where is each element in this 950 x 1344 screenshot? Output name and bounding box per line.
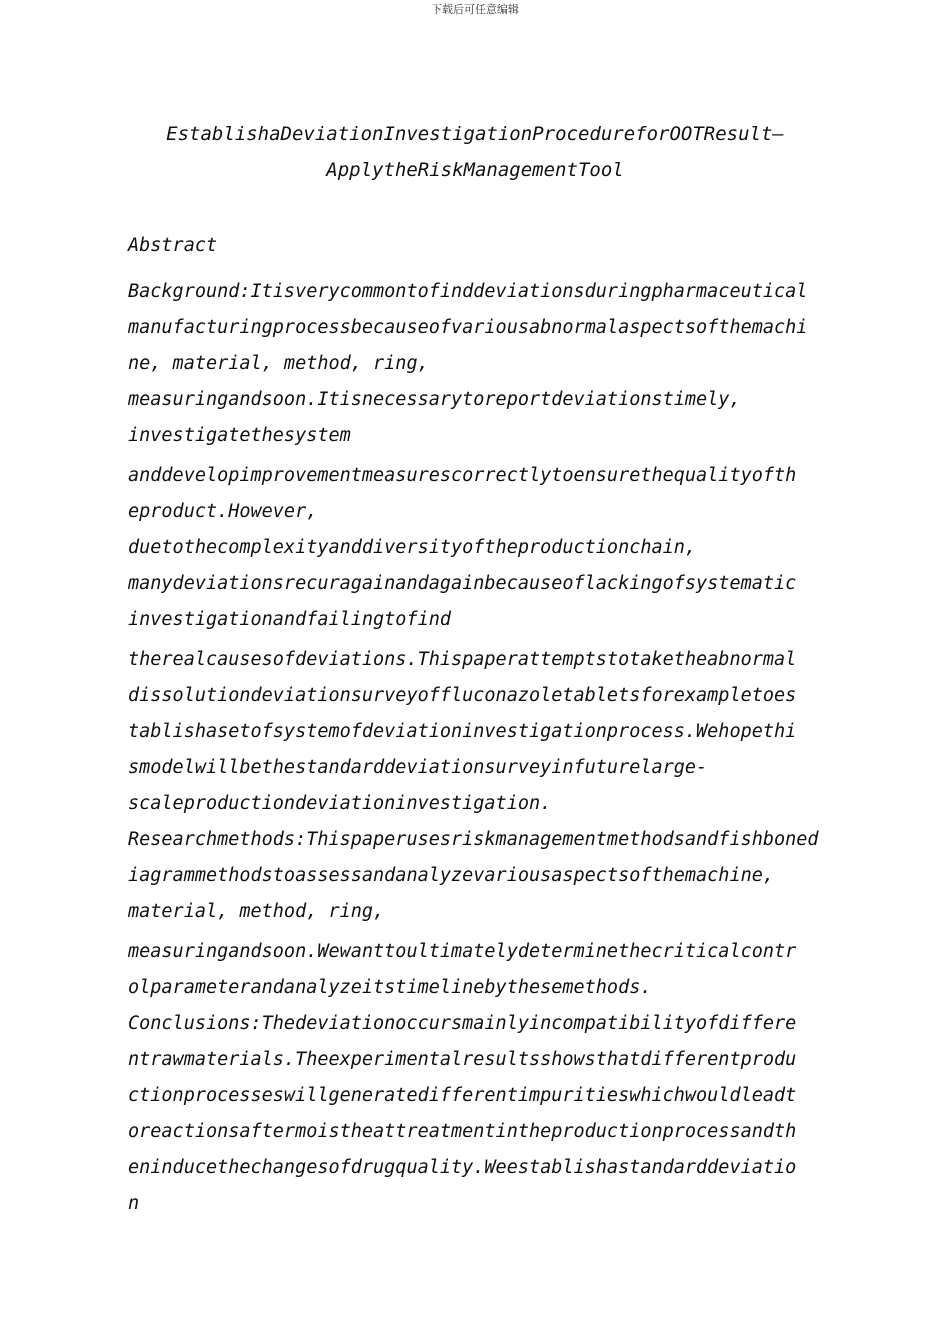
text-line: measuringandsoon.Wewanttoultimatelydeterminethecriticalcontr (128, 941, 797, 962)
text-line: eproduct.However, (128, 501, 318, 522)
title-line-2: ApplytheRiskManagementTool (326, 159, 624, 181)
text-line: investigationandfailingtofind (128, 609, 452, 630)
text-line: oreactionsaftermoistheattreatmentintheproductionprocessandth (128, 1121, 797, 1142)
text-line: dissolutiondeviationsurveyoffluconazoletabletsforexampletoes (128, 685, 797, 706)
text-line: olparameterandanalyzeitstimelinebythesemethods. (128, 977, 652, 998)
text-line: eninducethechangesofdrugquality.Weestablishastandarddeviatio (128, 1157, 797, 1178)
abstract-section (128, 228, 848, 1222)
text-line: investigatethesystem (128, 425, 351, 446)
page-header: 下载后可任意编辑 (431, 3, 519, 16)
text-line: ntrawmaterials.Theexperimentalresultsshowsthatdifferentprodu (128, 1049, 797, 1070)
text-line: anddevelopimprovementmeasurescorrectlytoensurethequalityofth (128, 465, 797, 486)
text-line: measuringandsoon.Itisnecessarytoreportdeviationstimely, (128, 389, 741, 410)
text-line: Background:Itisverycommontofinddeviationsduringpharmaceutical (128, 281, 808, 302)
text-line: manufacturingprocessbecauseofvariousabnormalaspectsofthemachi (128, 317, 808, 338)
text-line: tablishasetofsystemofdeviationinvestigationprocess.Wehopethi (128, 721, 797, 742)
text-line: ctionprocesseswillgeneratedifferentimpuritieswhichwouldleadt (128, 1085, 797, 1106)
text-line: Conclusions:Thedeviationoccursmainlyincompatibilityofdiffere (128, 1013, 797, 1034)
document-title (130, 116, 820, 188)
text-line: Researchmethods:Thispaperusesriskmanagementmethodsandfishboned (128, 829, 819, 850)
text-line: therealcausesofdeviations.Thispaperattemptstotaketheabnormal (128, 649, 797, 670)
abstract-heading: Abstract (128, 235, 218, 256)
text-line: duetothecomplexityanddiversityoftheproductionchain, (128, 537, 697, 558)
text-line: ne, material, method, ring, (128, 353, 429, 374)
text-line: n (128, 1193, 140, 1214)
text-line: smodelwillbethestandarddeviationsurveyinfuturelarge- (128, 757, 708, 778)
text-line: scaleproductiondeviationinvestigation. (128, 793, 552, 814)
text-line: iagrammethodstoassessandanalyzevariousaspectsofthemachine, (128, 865, 775, 886)
text-line: material, method, ring, (128, 901, 385, 922)
title-line-1: EstablishaDeviationInvestigationProcedureforOOTResult— (166, 123, 784, 145)
text-line: manydeviationsrecuragainandagainbecauseoflackingofsystematic (128, 573, 797, 594)
